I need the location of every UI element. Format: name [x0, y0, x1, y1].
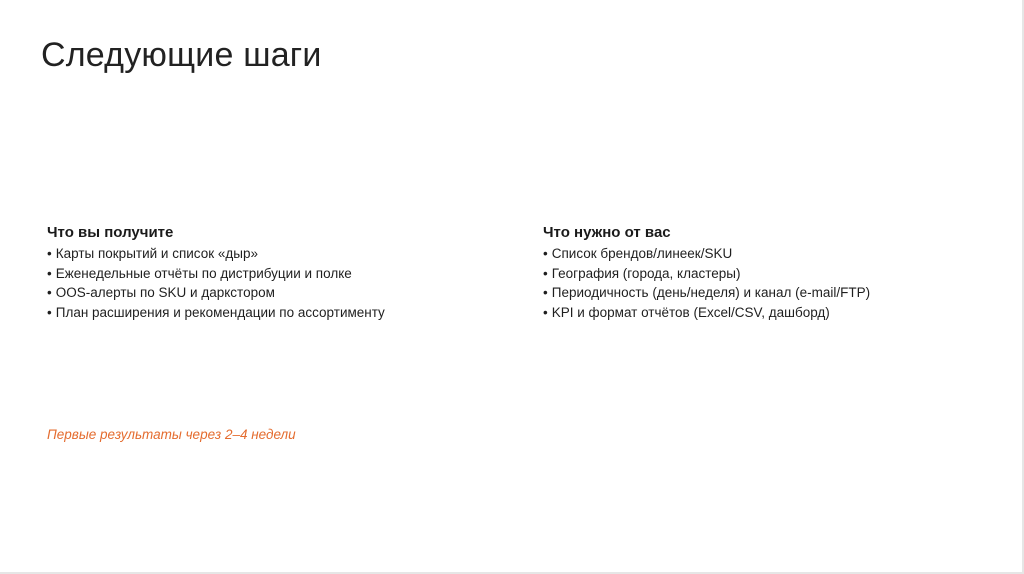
- list-item-text: KPI и формат отчётов (Excel/CSV, дашборд): [551, 304, 830, 320]
- requirements-list: [543, 244, 870, 322]
- bullet-icon: •: [47, 246, 52, 261]
- list-item: [543, 244, 870, 264]
- requirements-heading: Что нужно от вас: [543, 224, 671, 241]
- list-item: [47, 303, 385, 323]
- list-item-text: План расширения и рекомендации по ассортименту: [55, 304, 385, 320]
- bullet-icon: •: [543, 265, 548, 281]
- bullet-icon: •: [47, 285, 52, 300]
- list-item-text: Еженедельные отчёты по дистрибуции и полке: [55, 265, 352, 281]
- bullet-icon: •: [543, 304, 548, 320]
- bullet-icon: •: [47, 304, 52, 320]
- list-item: [47, 283, 385, 303]
- timeline-note: Первые результаты через 2–4 недели: [47, 427, 296, 442]
- list-item-text: География (города, кластеры): [551, 265, 741, 281]
- deliverables-list: [47, 244, 385, 322]
- list-item-text: Периодичность (день/неделя) и канал (e-mail/FTP): [551, 285, 871, 300]
- deliverables-heading: Что вы получите: [47, 224, 174, 241]
- list-item: [543, 303, 870, 323]
- list-item: [47, 264, 385, 284]
- list-item-text: OOS-алерты по SKU и даркстором: [55, 285, 275, 300]
- deliverables-column: [47, 223, 385, 322]
- list-item-text: Список брендов/линеек/SKU: [551, 246, 733, 261]
- bullet-icon: •: [543, 246, 548, 261]
- bullet-icon: •: [543, 285, 548, 300]
- list-item: [543, 283, 870, 303]
- list-item-text: Карты покрытий и список «дыр»: [55, 246, 258, 261]
- list-item: [47, 244, 385, 264]
- bullet-icon: •: [47, 265, 52, 281]
- page-title: Следующие шаги: [41, 36, 322, 74]
- list-item: [543, 264, 870, 284]
- requirements-column: [543, 223, 870, 322]
